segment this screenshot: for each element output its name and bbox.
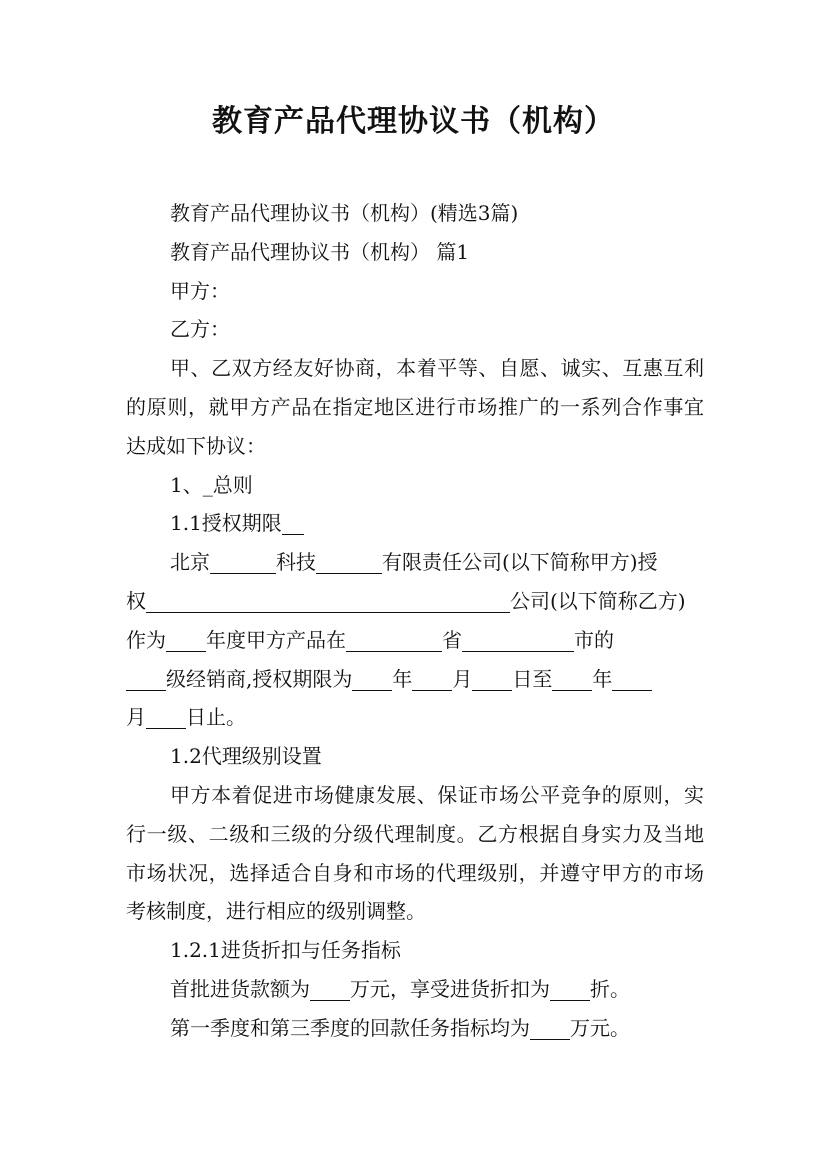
auth-text: 年度甲方产品在 (206, 627, 346, 652)
authorization-line-3 (126, 621, 704, 660)
auth-text: 省 (442, 627, 462, 652)
party-a-label: 甲方： (170, 278, 230, 303)
target-text: 万元。 (570, 1015, 630, 1040)
blank-field (126, 666, 166, 691)
section-heading-1: 1、_总则 (170, 472, 253, 497)
blank-field (352, 666, 392, 691)
auth-text: 科技 (276, 550, 316, 575)
blank-field (412, 666, 452, 691)
blank-field (612, 666, 652, 691)
party-b-label: 乙方： (170, 317, 230, 342)
blank-field (316, 549, 382, 574)
order-text: 万元，享受进货折扣为 (350, 976, 550, 1001)
auth-text: 北京 (170, 550, 210, 575)
auth-text: 日至 (512, 666, 553, 691)
section-heading-1-2: 1.2代理级别设置 (170, 744, 322, 769)
auth-text: 公司(以下简称乙方) (510, 588, 686, 613)
authorization-line-2 (126, 582, 704, 621)
order-text: 折。 (590, 976, 630, 1001)
document-body (126, 194, 704, 1048)
auth-text: 月 (126, 705, 146, 730)
auth-text: 年 (592, 666, 613, 691)
auth-text: 年 (392, 666, 413, 691)
blank-field (310, 976, 350, 1001)
intro-paragraph: 甲、乙双方经友好协商，本着平等、自愿、诚实、互惠互利的原则，就甲方产品在指定地区进行市场推广的一系列合作事宜达成如下协议： (126, 356, 704, 458)
blank-field (282, 510, 304, 535)
authorization-line-1 (126, 543, 704, 582)
blank-field (550, 976, 590, 1001)
blank-field (210, 549, 276, 574)
auth-text: 有限责任公司(以下简称甲方)授 (382, 550, 658, 575)
blank-field (462, 627, 574, 652)
order-text: 首批进货款额为 (170, 976, 310, 1001)
auth-text: 市的 (574, 627, 614, 652)
blank-field (346, 627, 442, 652)
level-paragraph: 甲方本着促进市场健康发展、保证市场公平竞争的原则，实行一级、二级和三级的分级代理制度。乙方根据自身实力及当地市场状况，选择适合自身和市场的代理级别，并遵守甲方的市场考核制度，进行相应的级别调整。 (126, 782, 704, 924)
target-text: 第一季度和第三季度的回款任务指标均为 (170, 1015, 530, 1040)
auth-text: 日止。 (186, 705, 246, 730)
auth-text: 级经销商,授权期限为 (166, 666, 353, 691)
authorization-line-5 (126, 698, 704, 737)
blank-field (552, 666, 592, 691)
auth-text: 作为 (126, 627, 166, 652)
auth-text: 月 (452, 666, 473, 691)
blank-field (530, 1015, 570, 1040)
subtitle: 教育产品代理协议书（机构）(精选3篇) (170, 201, 519, 225)
first-order-line (126, 970, 704, 1009)
blank-field (146, 588, 510, 613)
blank-field (146, 704, 186, 729)
quarter-target-line (126, 1009, 704, 1048)
authorization-line-4 (126, 660, 704, 699)
document-title: 教育产品代理协议书（机构） (212, 104, 615, 139)
section-heading-1-1-text: 1.1授权期限 (170, 511, 282, 536)
blank-field (166, 627, 206, 652)
section-heading-1-1 (126, 504, 704, 543)
blank-field (472, 666, 512, 691)
auth-text: 权 (126, 588, 146, 613)
section-heading-1-2-1: 1.2.1进货折扣与任务指标 (170, 938, 401, 963)
article-heading: 教育产品代理协议书（机构） 篇1 (170, 239, 470, 264)
